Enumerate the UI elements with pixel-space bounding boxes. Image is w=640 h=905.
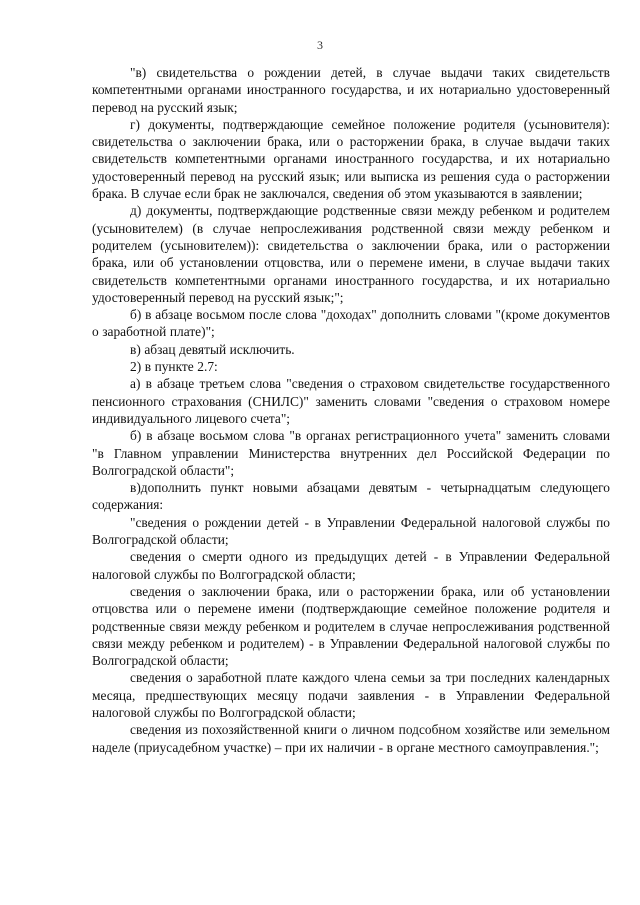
paragraph-v-birth-certificates: "в) свидетельства о рождении детей, в случае выдачи таких свидетельств компетентными органами иностранного государства, и их нотариально удостоверенный перевод на русский язык;	[92, 65, 610, 115]
document-body	[92, 64, 610, 756]
paragraph-marriage-info: сведения о заключении брака, или о расторжении брака, или об установлении отцовства или о перемене имени (подтверждающие семейное положение родителя и родственные связи между ребенком и родителем в случае непрослеживания родственной связи между ребенком и родителем) - в Управлении Федеральной налоговой службы по Волгоградской области;	[92, 583, 610, 669]
paragraph-b-registration: б) в абзаце восьмом слова "в органах регистрационного учета" заменить словами "в Главном управлении Министерства внутренних дел Российской Федерации по Волгоградской области";	[92, 428, 610, 478]
paragraph-household-book: сведения из похозяйственной книги о личном подсобном хозяйстве или земельном наделе (приусадебном участке) – при их наличии - в органе местного самоуправления.";	[92, 722, 610, 755]
paragraph-v-exclude: в) абзац девятый исключить.	[130, 341, 295, 357]
paragraph-a-snils: а) в абзаце третьем слова "сведения о страховом свидетельстве государственного пенсионного страхования (СНИЛС)" заменить словами "сведения о страховом номере индивидуального лицевого счета";	[92, 376, 610, 426]
paragraph-death-info: сведения о смерти одного из предыдущих детей - в Управлении Федеральной налоговой службы по Волгоградской области;	[92, 549, 610, 582]
paragraph-g-marital-documents: г) документы, подтверждающие семейное положение родителя (усыновителя): свидетельства о заключении брака, или о расторжении брака, в случае выдачи таких свидетельств компетентными органами иностранного государства, и их нотариально удостоверенный перевод на русский язык; или выписка из решения суда о расторжении брака. В случае если брак не заключался, сведения об этом указываются в заявлении;	[92, 116, 610, 202]
paragraph-clause-2-7: 2) в пункте 2.7:	[130, 359, 218, 375]
paragraph-d-kinship-documents: д) документы, подтверждающие родственные связи между ребенком и родителем (усыновителем) (в случае непрослеживания родственной связи между ребенком и родителем (усыновителем)): свидетельства о заключении брака, или о расторжении брака, или об установлении отцовства, или о перемене имени, в случае выдачи таких свидетельств компетентными органами иностранного государства, и их нотариально удостоверенный перевод на русский язык;";	[92, 203, 610, 305]
paragraph-birth-info: "сведения о рождении детей - в Управлении Федеральной налоговой службы по Волгоградской области;	[92, 514, 610, 548]
paragraph-salary-info: сведения о заработной плате каждого члена семьи за три последних календарных месяца, предшествующих месяцу подачи заявления - в Управлении Федеральной налоговой службы по Волгоградской области;	[92, 670, 610, 720]
paragraph-b-income: б) в абзаце восьмом после слова "доходах" дополнить словами "(кроме документов о заработной плате)";	[92, 307, 610, 340]
paragraph-v-add-items: в)дополнить пункт новыми абзацами девятым - четырнадцатым следующего содержания:	[92, 480, 610, 513]
page-number: 3	[317, 38, 323, 52]
